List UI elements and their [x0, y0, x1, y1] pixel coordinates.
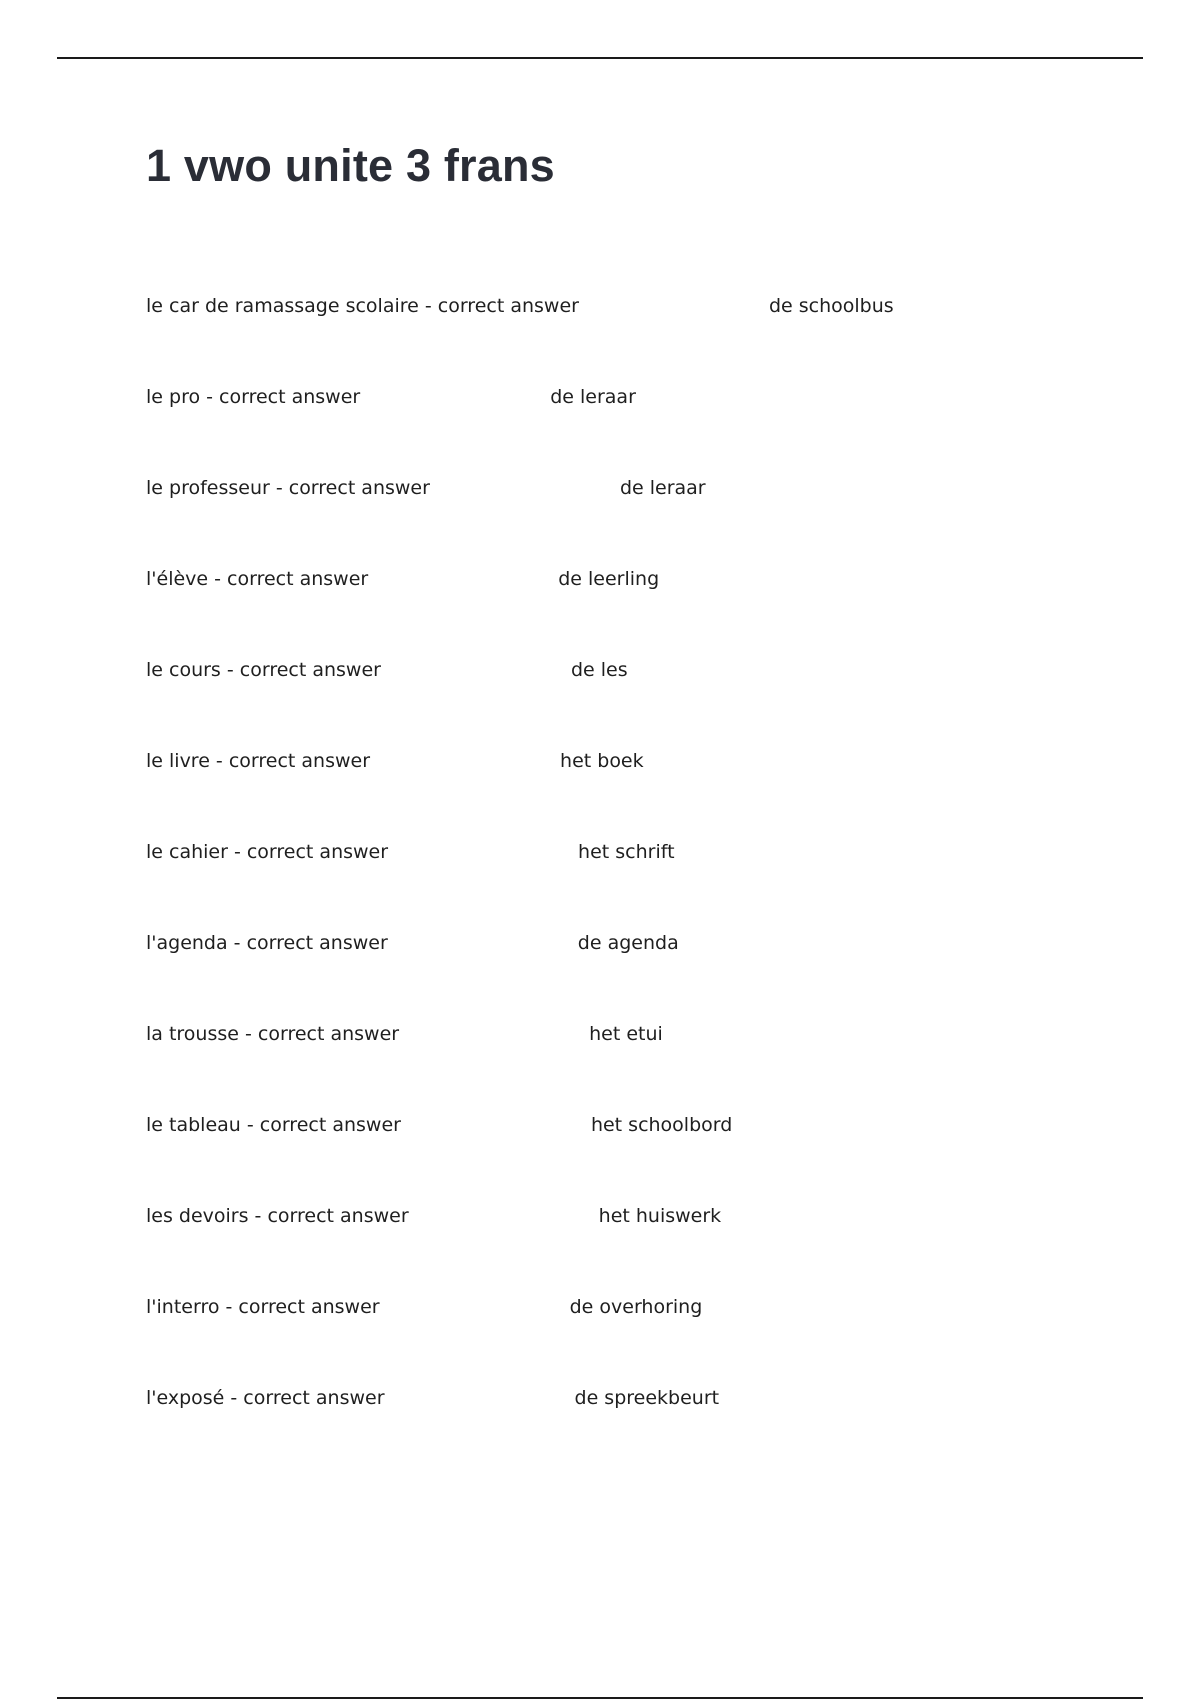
list-item	[146, 563, 1146, 654]
list-item	[146, 472, 1146, 563]
card-term: la trousse - correct answer	[146, 1023, 400, 1045]
card-term: le pro - correct answer	[146, 386, 361, 408]
page-title: 1 vwo unite 3 frans	[146, 140, 555, 191]
card-answer: de les	[570, 659, 628, 681]
card-answer: de leraar	[550, 386, 636, 408]
list-item	[146, 381, 1146, 472]
list-item	[146, 654, 1146, 745]
list-item	[146, 1109, 1146, 1200]
flashcard-list	[146, 290, 1146, 1473]
card-answer: de agenda	[577, 932, 679, 954]
card-term: les devoirs - correct answer	[146, 1205, 409, 1227]
card-term: le livre - correct answer	[146, 750, 371, 772]
list-item	[146, 927, 1146, 1018]
list-item	[146, 1291, 1146, 1382]
card-answer: het huiswerk	[598, 1205, 722, 1227]
card-answer: het schrift	[578, 841, 675, 863]
card-answer: de leerling	[558, 568, 660, 590]
list-item	[146, 745, 1146, 836]
card-answer: de overhoring	[569, 1296, 703, 1318]
card-term: l'agenda - correct answer	[146, 932, 388, 954]
top-divider	[57, 57, 1143, 59]
card-term: l'élève - correct answer	[146, 568, 369, 590]
card-answer: het etui	[589, 1023, 663, 1045]
card-answer: de schoolbus	[768, 295, 894, 317]
card-answer: de leraar	[619, 477, 706, 499]
list-item	[146, 290, 1146, 381]
card-term: le cours - correct answer	[146, 659, 381, 681]
card-answer: het boek	[560, 750, 644, 772]
card-term: le tableau - correct answer	[146, 1114, 401, 1136]
card-term: l'exposé - correct answer	[146, 1387, 385, 1409]
card-answer: het schoolbord	[590, 1114, 733, 1136]
list-item	[146, 1200, 1146, 1291]
list-item	[146, 1382, 1146, 1473]
card-term: le professeur - correct answer	[146, 477, 430, 499]
list-item	[146, 1018, 1146, 1109]
card-term: l'interro - correct answer	[146, 1296, 380, 1318]
card-term: le car de ramassage scolaire - correct answer	[146, 295, 579, 317]
bottom-divider	[57, 1697, 1143, 1699]
card-answer: de spreekbeurt	[574, 1387, 720, 1409]
card-term: le cahier - correct answer	[146, 841, 389, 863]
list-item	[146, 836, 1146, 927]
